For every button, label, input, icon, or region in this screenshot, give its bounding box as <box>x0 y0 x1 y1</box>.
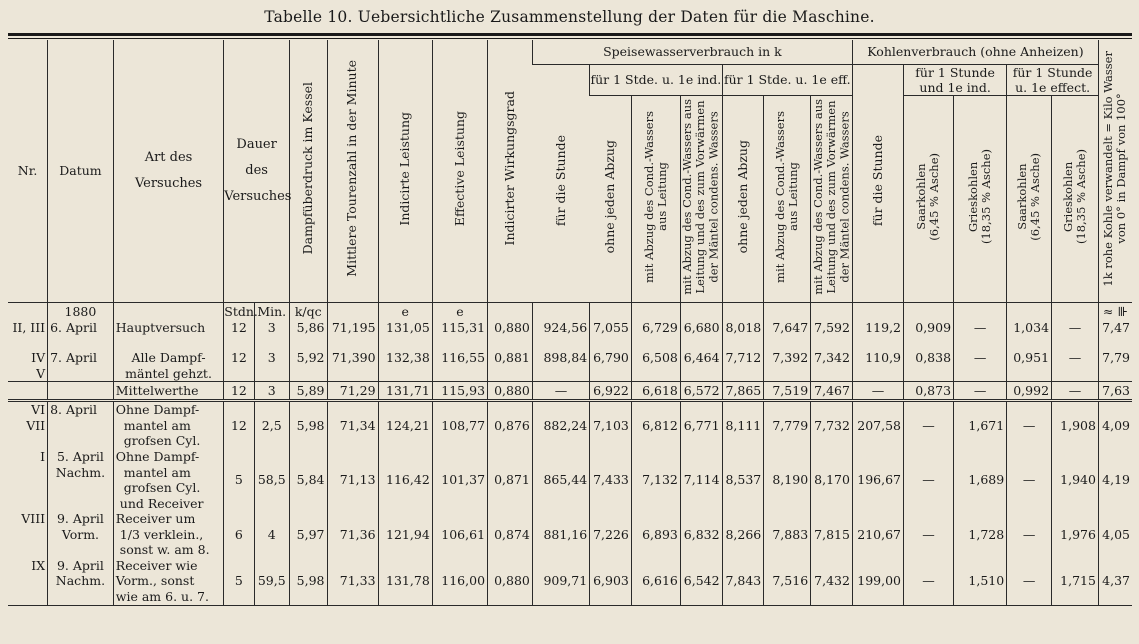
cell-stdn: 12 <box>224 401 254 450</box>
cell-art: Ohne Dampf- mantel am grofsen Cyl. <box>113 401 224 450</box>
unit-stdn: Stdn. <box>224 303 258 319</box>
cell-sp-i-am: 7,114 <box>680 449 722 511</box>
cell-ko-i-g: 1,510 <box>954 558 1007 606</box>
header-dampfdruck: Dampfüberdruck im Kessel <box>289 40 327 303</box>
cell-eff: 116,00 <box>432 558 487 606</box>
unit-year: 1880 <box>48 303 114 321</box>
cell-rohe: 4,37 <box>1098 558 1132 606</box>
cell-ind: 124,21 <box>378 401 432 450</box>
cell-rohe: 4,09 <box>1098 401 1132 450</box>
cell-druck: 5,98 <box>289 401 327 450</box>
header-ind-ohne-abzug: ohne jeden Abzug <box>590 96 632 303</box>
cell-ko-i-s: 0,873 <box>904 382 954 401</box>
table-row <box>8 558 1132 606</box>
cell-art: Ohne Dampf- mantel am grofsen Cyl. und Receiver <box>113 449 224 511</box>
cell-sp-i-ac: 6,729 <box>631 320 680 350</box>
cell-stdn: 12 <box>224 320 254 350</box>
cell-touren: 71,33 <box>327 558 378 606</box>
cell-sp-h: 882,24 <box>532 401 589 450</box>
cell-sp-e-ac: 7,647 <box>764 320 811 350</box>
cell-min: 3 <box>254 382 289 401</box>
cell-druck: 5,84 <box>289 449 327 511</box>
top-rule-thin <box>8 38 1132 39</box>
cell-ko-e-g: — <box>1052 382 1099 401</box>
unit-min: Min. <box>254 303 289 321</box>
cell-min: 3 <box>254 320 289 350</box>
header-eff-abzug-cond: mit Abzug des Cond.-Wassers aus Leitung <box>764 96 811 303</box>
cell-ko-h: 207,58 <box>852 401 903 450</box>
table-row <box>8 401 1132 450</box>
cell-ko-h: 210,67 <box>852 511 903 558</box>
header-touren: Mittlere Tourenzahl in der Minute <box>327 40 378 303</box>
cell-stdn: 12 <box>224 382 254 401</box>
cell-sp-i-ac: 6,508 <box>631 350 680 382</box>
cell-rohe: 7,47 <box>1098 320 1132 350</box>
cell-rohe: 7,63 <box>1098 382 1132 401</box>
cell-sp-e-oa: 8,018 <box>722 320 764 350</box>
cell-min: 4 <box>254 511 289 558</box>
cell-wirk: 0,880 <box>488 382 533 401</box>
cell-rohe: 4,19 <box>1098 449 1132 511</box>
cell-stdn: 12 <box>224 350 254 382</box>
cell-ind: 131,71 <box>378 382 432 401</box>
cell-datum: 5. April Nachm. <box>48 449 114 511</box>
cell-stdn: 5 <box>224 449 254 511</box>
header-kohlen-stunde: für die Stunde <box>852 65 903 303</box>
cell-sp-i-am: 6,464 <box>680 350 722 382</box>
cell-ko-e-s: 0,951 <box>1007 350 1052 382</box>
data-table <box>8 40 1132 606</box>
cell-eff: 106,61 <box>432 511 487 558</box>
cell-eff: 101,37 <box>432 449 487 511</box>
cell-sp-e-am: 7,467 <box>811 382 853 401</box>
cell-ko-i-g: 1,671 <box>954 401 1007 450</box>
cell-sp-e-ac: 7,516 <box>764 558 811 606</box>
cell-sp-e-oa: 8,111 <box>722 401 764 450</box>
cell-sp-e-am: 8,170 <box>811 449 853 511</box>
cell-ko-h: — <box>852 382 903 401</box>
cell-sp-e-oa: 8,266 <box>722 511 764 558</box>
cell-touren: 71,34 <box>327 401 378 450</box>
cell-sp-h: — <box>532 382 589 401</box>
cell-wirk: 0,876 <box>488 401 533 450</box>
cell-touren: 71,29 <box>327 382 378 401</box>
cell-eff: 108,77 <box>432 401 487 450</box>
cell-ko-i-s: 0,909 <box>904 320 954 350</box>
cell-ko-i-g: — <box>954 320 1007 350</box>
cell-ko-h: 199,00 <box>852 558 903 606</box>
header-nr: Nr. <box>17 162 38 178</box>
cell-sp-e-oa: 7,865 <box>722 382 764 401</box>
cell-nr: II, III <box>12 320 46 335</box>
cell-nr: VI VII <box>26 402 46 433</box>
header-kohlen-ind: für 1 Stunde und 1e ind. <box>904 65 1007 96</box>
cell-ko-e-s: 1,034 <box>1007 320 1052 350</box>
cell-sp-h: 898,84 <box>532 350 589 382</box>
units-row <box>8 303 1132 321</box>
cell-sp-h: 865,44 <box>532 449 589 511</box>
cell-datum: 7. April <box>48 350 114 382</box>
cell-sp-e-oa: 8,537 <box>722 449 764 511</box>
cell-sp-i-oa: 7,433 <box>590 449 632 511</box>
cell-wirk: 0,881 <box>488 350 533 382</box>
cell-touren: 71,13 <box>327 449 378 511</box>
cell-ko-h: 119,2 <box>852 320 903 350</box>
cell-sp-i-ac: 6,893 <box>631 511 680 558</box>
cell-sp-e-ac: 8,190 <box>764 449 811 511</box>
cell-ko-h: 110,9 <box>852 350 903 382</box>
cell-ko-e-s: — <box>1007 449 1052 511</box>
cell-ind: 116,42 <box>378 449 432 511</box>
cell-datum: 8. April <box>48 401 114 450</box>
header-kohlen-eff: für 1 Stunde u. 1e effect. <box>1007 65 1099 96</box>
cell-nr: IV V <box>31 350 46 381</box>
cell-ko-i-s: — <box>904 511 954 558</box>
cell-ko-e-g: 1,908 <box>1052 401 1099 450</box>
cell-art: Receiver um 1/3 verklein., sonst w. am 8. <box>113 511 224 558</box>
header-kohlen: Kohlenverbrauch (ohne Anheizen) <box>852 40 1098 65</box>
header-art: Art des Versuches <box>113 40 224 303</box>
cell-ko-i-s: — <box>904 401 954 450</box>
table-row-mittelwerthe <box>8 382 1132 401</box>
cell-sp-e-am: 7,432 <box>811 558 853 606</box>
cell-wirk: 0,871 <box>488 449 533 511</box>
cell-sp-e-oa: 7,843 <box>722 558 764 606</box>
header-ind-abzug-cond: mit Abzug des Cond.-Wassers aus Leitung <box>631 96 680 303</box>
cell-ind: 131,05 <box>378 320 432 350</box>
cell-ko-i-g: — <box>954 350 1007 382</box>
cell-touren: 71,36 <box>327 511 378 558</box>
cell-ind: 121,94 <box>378 511 432 558</box>
cell-druck: 5,97 <box>289 511 327 558</box>
cell-eff: 115,31 <box>432 320 487 350</box>
cell-sp-e-ac: 7,392 <box>764 350 811 382</box>
cell-ko-i-s: 0,838 <box>904 350 954 382</box>
cell-ko-e-s: — <box>1007 558 1052 606</box>
header-ind-saarkohlen: Saarkohlen (6,45 % Asche) <box>904 96 954 303</box>
cell-ind: 131,78 <box>378 558 432 606</box>
header-speise-ind: für 1 Stde. u. 1e ind. <box>590 65 722 96</box>
cell-sp-h: 909,71 <box>532 558 589 606</box>
cell-art: Mittelwerthe <box>113 382 224 401</box>
cell-druck: 5,86 <box>289 320 327 350</box>
header-eff-ohne-abzug: ohne jeden Abzug <box>722 96 764 303</box>
cell-sp-i-oa: 6,903 <box>590 558 632 606</box>
cell-sp-e-ac: 7,883 <box>764 511 811 558</box>
cell-min: 59,5 <box>254 558 289 606</box>
cell-min: 2,5 <box>254 401 289 450</box>
header-effectiv: Effective Leistung <box>432 40 487 303</box>
header-eff-abzug-mantel: mit Abzug des Cond.-Wassers aus Leitung und des zum Vorwärmen der Mäntel condens. Wassers <box>811 96 853 303</box>
top-rule-thick <box>8 33 1132 36</box>
cell-datum: 6. April <box>48 320 114 350</box>
header-speisewasser: Speisewasserverbrauch in k <box>532 40 852 65</box>
cell-sp-i-am: 6,572 <box>680 382 722 401</box>
cell-druck: 5,98 <box>289 558 327 606</box>
table-row <box>8 320 1132 350</box>
cell-sp-i-am: 6,832 <box>680 511 722 558</box>
header-datum: Datum <box>48 40 114 303</box>
cell-min: 3 <box>254 350 289 382</box>
cell-touren: 71,390 <box>327 350 378 382</box>
header-dauer: Dauer des Versuches <box>224 40 290 303</box>
cell-sp-i-oa: 7,226 <box>590 511 632 558</box>
cell-sp-i-oa: 6,790 <box>590 350 632 382</box>
cell-touren: 71,195 <box>327 320 378 350</box>
table-row <box>8 350 1132 382</box>
cell-datum: 9. April Nachm. <box>48 558 114 606</box>
cell-ko-e-g: 1,940 <box>1052 449 1099 511</box>
header-rohe-kohle: 1k rohe Kohle verwandelt = Kilo Wasser von 0° in Dampf von 100° <box>1098 40 1132 303</box>
cell-ko-e-g: 1,715 <box>1052 558 1099 606</box>
cell-art: Hauptversuch <box>113 320 224 350</box>
cell-sp-e-am: 7,342 <box>811 350 853 382</box>
unit-indicirt: e <box>378 303 432 321</box>
header-wirkungsgrad: Indicirter Wirkungsgrad <box>488 40 533 303</box>
cell-ko-i-g: 1,728 <box>954 511 1007 558</box>
cell-ko-e-s: — <box>1007 511 1052 558</box>
cell-rohe: 4,05 <box>1098 511 1132 558</box>
cell-sp-i-ac: 7,132 <box>631 449 680 511</box>
cell-stdn: 6 <box>224 511 254 558</box>
cell-sp-i-ac: 6,812 <box>631 401 680 450</box>
unit-last: ≈ ⊪ <box>1098 303 1132 321</box>
cell-ko-i-g: 1,689 <box>954 449 1007 511</box>
cell-art: Alle Dampf- mäntel gehzt. <box>113 350 224 382</box>
cell-eff: 116,55 <box>432 350 487 382</box>
cell-nr: I <box>40 449 46 464</box>
cell-sp-i-oa: 7,055 <box>590 320 632 350</box>
cell-sp-i-am: 6,680 <box>680 320 722 350</box>
table-row <box>8 449 1132 511</box>
cell-druck: 5,89 <box>289 382 327 401</box>
cell-art: Receiver wie Vorm., sonst wie am 6. u. 7. <box>113 558 224 606</box>
cell-ind: 132,38 <box>378 350 432 382</box>
cell-rohe: 7,79 <box>1098 350 1132 382</box>
cell-sp-e-am: 7,815 <box>811 511 853 558</box>
cell-ko-e-s: — <box>1007 401 1052 450</box>
cell-datum: 9. April Vorm. <box>48 511 114 558</box>
cell-sp-e-ac: 7,779 <box>764 401 811 450</box>
cell-sp-h: 924,56 <box>532 320 589 350</box>
cell-sp-e-ac: 7,519 <box>764 382 811 401</box>
table-title: Tabelle 10. Uebersichtliche Zusammenstellung der Daten für die Maschine. <box>264 8 875 26</box>
cell-sp-i-oa: 7,103 <box>590 401 632 450</box>
cell-sp-h: 881,16 <box>532 511 589 558</box>
cell-druck: 5,92 <box>289 350 327 382</box>
header-ind-abzug-mantel: mit Abzug des Cond.-Wassers aus Leitung und des zum Vorwärmen der Mäntel condens. Wassers <box>680 96 722 303</box>
cell-sp-e-oa: 7,712 <box>722 350 764 382</box>
cell-sp-i-am: 6,771 <box>680 401 722 450</box>
cell-sp-i-ac: 6,618 <box>631 382 680 401</box>
header-ind-grieskohlen: Grieskohlen (18,35 % Asche) <box>954 96 1007 303</box>
cell-sp-i-oa: 6,922 <box>590 382 632 401</box>
header-indicirt: Indicirte Leistung <box>378 40 432 303</box>
cell-ko-e-s: 0,992 <box>1007 382 1052 401</box>
cell-sp-i-ac: 6,616 <box>631 558 680 606</box>
header-speise-stunde: für die Stunde <box>532 65 589 303</box>
header-eff-saarkohlen: Saarkohlen (6,45 % Asche) <box>1007 96 1052 303</box>
cell-ko-i-g: — <box>954 382 1007 401</box>
cell-sp-e-am: 7,592 <box>811 320 853 350</box>
header-eff-grieskohlen: Grieskohlen (18,35 % Asche) <box>1052 96 1099 303</box>
unit-effectiv: e <box>432 303 487 321</box>
cell-nr: VIII <box>21 511 46 526</box>
cell-ko-i-s: — <box>904 558 954 606</box>
cell-ko-h: 196,67 <box>852 449 903 511</box>
cell-ko-e-g: — <box>1052 350 1099 382</box>
cell-wirk: 0,874 <box>488 511 533 558</box>
table-row <box>8 511 1132 558</box>
cell-sp-e-am: 7,732 <box>811 401 853 450</box>
header-speise-eff: für 1 Stde. u. 1e eff. <box>722 65 852 96</box>
cell-sp-i-am: 6,542 <box>680 558 722 606</box>
cell-wirk: 0,880 <box>488 558 533 606</box>
cell-stdn: 5 <box>224 558 254 606</box>
cell-min: 58,5 <box>254 449 289 511</box>
cell-wirk: 0,880 <box>488 320 533 350</box>
cell-ko-e-g: — <box>1052 320 1099 350</box>
cell-ko-e-g: 1,976 <box>1052 511 1099 558</box>
cell-nr: IX <box>8 558 48 606</box>
cell-eff: 115,93 <box>432 382 487 401</box>
cell-ko-i-s: — <box>904 449 954 511</box>
unit-druck: k/qc <box>289 303 327 321</box>
